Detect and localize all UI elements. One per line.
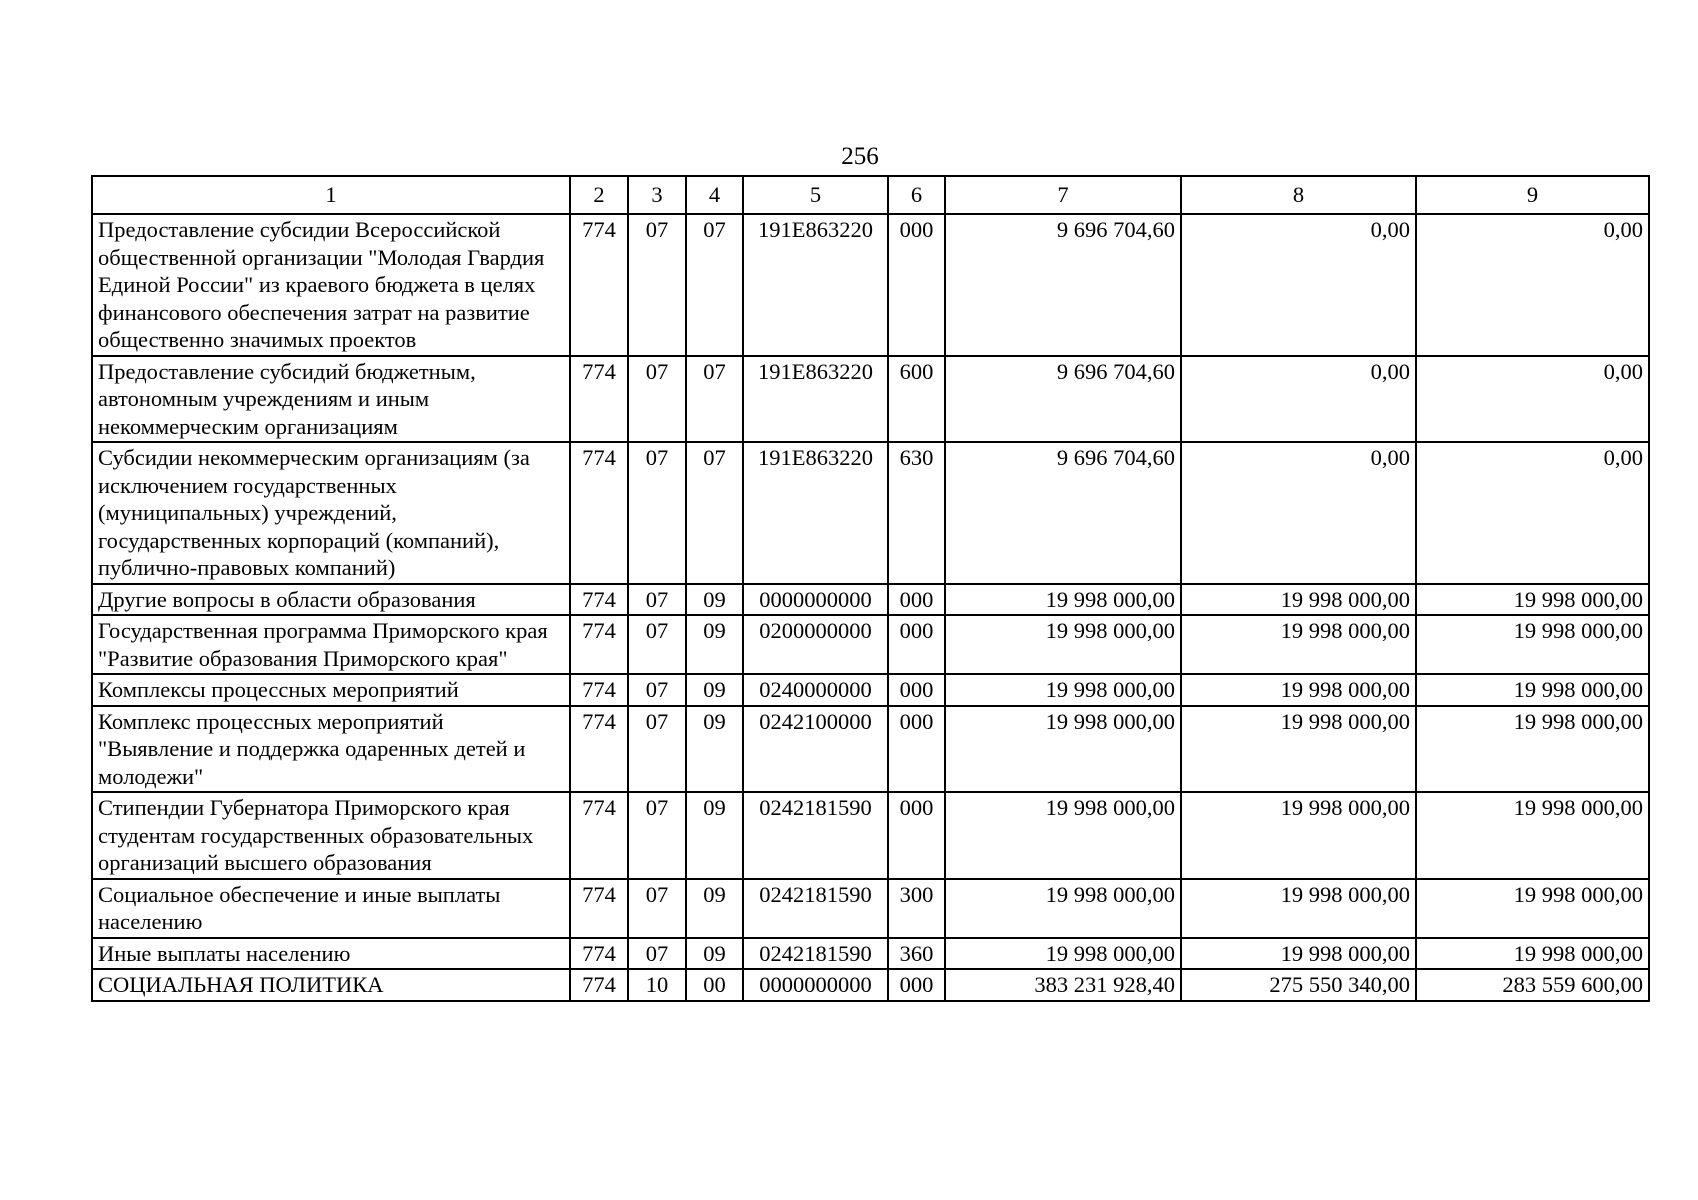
- amount-col-8: 19 998 000,00: [1181, 792, 1416, 879]
- row-name: Иные выплаты населению: [92, 938, 570, 970]
- table-row: [92, 615, 1649, 674]
- amount-col-9: 19 998 000,00: [1416, 938, 1649, 970]
- section-code: 07: [628, 442, 686, 584]
- amount-col-7: 19 998 000,00: [945, 706, 1181, 793]
- ministry-code: 774: [570, 969, 628, 1001]
- section-code: 07: [628, 584, 686, 616]
- amount-col-9: 19 998 000,00: [1416, 792, 1649, 879]
- header-cell: 5: [743, 176, 888, 214]
- expense-type-code: 000: [888, 674, 945, 706]
- expense-type-code: 630: [888, 442, 945, 584]
- amount-col-7: 19 998 000,00: [945, 879, 1181, 938]
- amount-col-8: 0,00: [1181, 442, 1416, 584]
- target-article-code: 0200000000: [743, 615, 888, 674]
- subsection-code: 09: [686, 706, 743, 793]
- section-code: 07: [628, 792, 686, 879]
- amount-col-7: 19 998 000,00: [945, 938, 1181, 970]
- ministry-code: 774: [570, 706, 628, 793]
- ministry-code: 774: [570, 674, 628, 706]
- ministry-code: 774: [570, 879, 628, 938]
- table-row: [92, 356, 1649, 443]
- subsection-code: 07: [686, 214, 743, 356]
- amount-col-7: 19 998 000,00: [945, 584, 1181, 616]
- subsection-code: 07: [686, 356, 743, 443]
- table-row: [92, 442, 1649, 584]
- expense-type-code: 600: [888, 356, 945, 443]
- amount-col-9: 283 559 600,00: [1416, 969, 1649, 1001]
- table-row: [92, 792, 1649, 879]
- header-cell: 3: [628, 176, 686, 214]
- row-name: СОЦИАЛЬНАЯ ПОЛИТИКА: [92, 969, 570, 1001]
- amount-col-8: 19 998 000,00: [1181, 706, 1416, 793]
- amount-col-7: 9 696 704,60: [945, 214, 1181, 356]
- ministry-code: 774: [570, 615, 628, 674]
- amount-col-7: 19 998 000,00: [945, 792, 1181, 879]
- subsection-code: 09: [686, 938, 743, 970]
- header-cell: 2: [570, 176, 628, 214]
- expense-type-code: 000: [888, 792, 945, 879]
- section-code: 07: [628, 879, 686, 938]
- section-code: 10: [628, 969, 686, 1001]
- header-cell: 9: [1416, 176, 1649, 214]
- amount-col-9: 0,00: [1416, 214, 1649, 356]
- row-name: Предоставление субсидии Всероссийской общественной организации "Молодая Гвардия Единой России" из краевого бюджета в целях финансового обеспечения затрат на развитие общественно значимых проектов: [92, 214, 570, 356]
- header-row: [92, 176, 1649, 214]
- row-name: Государственная программа Приморского края "Развитие образования Приморского края": [92, 615, 570, 674]
- row-name: Субсидии некоммерческим организациям (за исключением государственных (муниципальных) учреждений, государственных корпораций (компаний), публично-правовых компаний): [92, 442, 570, 584]
- expense-type-code: 000: [888, 706, 945, 793]
- table-row: [92, 674, 1649, 706]
- amount-col-9: 19 998 000,00: [1416, 584, 1649, 616]
- amount-col-9: 19 998 000,00: [1416, 879, 1649, 938]
- header-cell: 7: [945, 176, 1181, 214]
- table-row: [92, 214, 1649, 356]
- expense-type-code: 000: [888, 615, 945, 674]
- amount-col-7: 9 696 704,60: [945, 442, 1181, 584]
- amount-col-8: 19 998 000,00: [1181, 674, 1416, 706]
- target-article-code: 0000000000: [743, 969, 888, 1001]
- row-name: Комплекс процессных мероприятий "Выявление и поддержка одаренных детей и молодежи": [92, 706, 570, 793]
- target-article-code: 0000000000: [743, 584, 888, 616]
- target-article-code: 0240000000: [743, 674, 888, 706]
- table-row: [92, 584, 1649, 616]
- ministry-code: 774: [570, 792, 628, 879]
- target-article-code: 0242100000: [743, 706, 888, 793]
- row-name: Комплексы процессных мероприятий: [92, 674, 570, 706]
- subsection-code: 09: [686, 674, 743, 706]
- amount-col-9: 19 998 000,00: [1416, 674, 1649, 706]
- section-code: 07: [628, 674, 686, 706]
- header-cell: 1: [92, 176, 570, 214]
- ministry-code: 774: [570, 214, 628, 356]
- subsection-code: 09: [686, 879, 743, 938]
- expense-type-code: 000: [888, 214, 945, 356]
- header-cell: 8: [1181, 176, 1416, 214]
- target-article-code: 0242181590: [743, 938, 888, 970]
- subsection-code: 00: [686, 969, 743, 1001]
- subsection-code: 09: [686, 584, 743, 616]
- section-code: 07: [628, 706, 686, 793]
- ministry-code: 774: [570, 584, 628, 616]
- row-name: Другие вопросы в области образования: [92, 584, 570, 616]
- target-article-code: 0242181590: [743, 792, 888, 879]
- page-number: 256: [841, 143, 879, 170]
- amount-col-8: 19 998 000,00: [1181, 584, 1416, 616]
- target-article-code: 191E863220: [743, 356, 888, 443]
- budget-table: [91, 175, 1650, 1002]
- amount-col-7: 9 696 704,60: [945, 356, 1181, 443]
- table-row: [92, 969, 1649, 1001]
- expense-type-code: 000: [888, 584, 945, 616]
- expense-type-code: 360: [888, 938, 945, 970]
- amount-col-7: 19 998 000,00: [945, 674, 1181, 706]
- amount-col-8: 19 998 000,00: [1181, 615, 1416, 674]
- table-row: [92, 879, 1649, 938]
- target-article-code: 0242181590: [743, 879, 888, 938]
- target-article-code: 191E863220: [743, 442, 888, 584]
- section-code: 07: [628, 214, 686, 356]
- amount-col-8: 275 550 340,00: [1181, 969, 1416, 1001]
- expense-type-code: 300: [888, 879, 945, 938]
- expense-type-code: 000: [888, 969, 945, 1001]
- amount-col-7: 19 998 000,00: [945, 615, 1181, 674]
- header-cell: 4: [686, 176, 743, 214]
- amount-col-9: 0,00: [1416, 356, 1649, 443]
- row-name: Предоставление субсидий бюджетным, автономным учреждениям и иным некоммерческим организациям: [92, 356, 570, 443]
- subsection-code: 09: [686, 615, 743, 674]
- section-code: 07: [628, 615, 686, 674]
- ministry-code: 774: [570, 442, 628, 584]
- amount-col-8: 19 998 000,00: [1181, 938, 1416, 970]
- amount-col-9: 19 998 000,00: [1416, 706, 1649, 793]
- amount-col-8: 19 998 000,00: [1181, 879, 1416, 938]
- table-row: [92, 938, 1649, 970]
- ministry-code: 774: [570, 356, 628, 443]
- amount-col-8: 0,00: [1181, 356, 1416, 443]
- ministry-code: 774: [570, 938, 628, 970]
- subsection-code: 07: [686, 442, 743, 584]
- amount-col-8: 0,00: [1181, 214, 1416, 356]
- section-code: 07: [628, 938, 686, 970]
- amount-col-9: 19 998 000,00: [1416, 615, 1649, 674]
- table-row: [92, 706, 1649, 793]
- target-article-code: 191E863220: [743, 214, 888, 356]
- row-name: Социальное обеспечение и иные выплаты населению: [92, 879, 570, 938]
- row-name: Стипендии Губернатора Приморского края студентам государственных образовательных организаций высшего образования: [92, 792, 570, 879]
- subsection-code: 09: [686, 792, 743, 879]
- amount-col-7: 383 231 928,40: [945, 969, 1181, 1001]
- section-code: 07: [628, 356, 686, 443]
- amount-col-9: 0,00: [1416, 442, 1649, 584]
- header-cell: 6: [888, 176, 945, 214]
- table-body: [92, 214, 1649, 1001]
